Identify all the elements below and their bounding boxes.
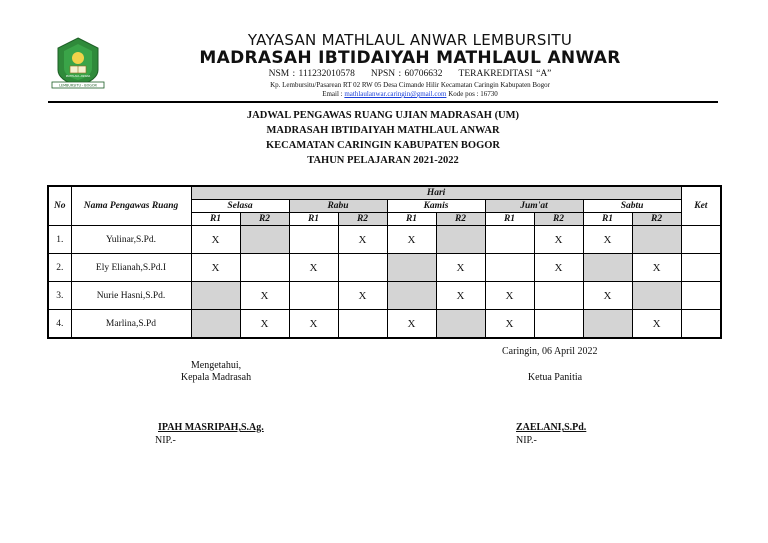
- mark-cell: X: [387, 310, 436, 339]
- postcode: Kode pos : 16730: [448, 90, 498, 98]
- mark-cell: [387, 282, 436, 310]
- mark-cell: X: [632, 254, 681, 282]
- mark-cell: X: [583, 226, 632, 254]
- table-row: [48, 282, 721, 310]
- mark-cell: [289, 282, 338, 310]
- mark-cell: [485, 254, 534, 282]
- table-row: [48, 226, 721, 254]
- contact-line: [110, 90, 710, 98]
- mark-cell: X: [534, 254, 583, 282]
- doc-title-4: TAHUN PELAJARAN 2021-2022: [307, 155, 459, 166]
- header-name: Nama Pengawas Ruang: [71, 186, 191, 226]
- logo-banner: LEMBURSITU - BOGOR: [59, 83, 97, 88]
- room-header: R2: [240, 213, 289, 226]
- room-header: R1: [387, 213, 436, 226]
- table-row: [48, 254, 721, 282]
- room-header: R2: [436, 213, 485, 226]
- schedule-table: [47, 185, 722, 339]
- row-ket: [681, 310, 721, 339]
- room-header: R2: [632, 213, 681, 226]
- row-ket: [681, 282, 721, 310]
- mark-cell: X: [583, 282, 632, 310]
- doc-title-1: JADWAL PENGAWAS RUANG UJIAN MADRASAH (UM): [246, 110, 520, 121]
- accreditation: TERAKREDITASI “A”: [458, 69, 552, 79]
- mark-cell: [240, 254, 289, 282]
- doc-title-2: MADRASAH IBTIDAIYAH MATHLAUL ANWAR: [266, 125, 500, 136]
- room-header: R2: [534, 213, 583, 226]
- mark-cell: [191, 310, 240, 339]
- day-header: Sabtu: [583, 200, 681, 213]
- header-divider: [48, 101, 718, 103]
- mark-cell: [632, 226, 681, 254]
- mark-cell: X: [534, 226, 583, 254]
- right-signatory: ZAELANI,S.Pd.: [516, 422, 587, 433]
- mark-cell: [485, 226, 534, 254]
- right-nip: NIP.-: [516, 435, 537, 446]
- school-name: MADRASAH IBTIDAIYAH MATHLAUL ANWAR: [199, 48, 621, 68]
- row-name: Yulinar,S.Pd.: [71, 226, 191, 254]
- nsm: NSM : 111232010578: [268, 69, 355, 79]
- npsn: NPSN : 60706632: [370, 69, 443, 79]
- mark-cell: [583, 254, 632, 282]
- row-no: 1.: [48, 226, 71, 254]
- mark-cell: X: [191, 254, 240, 282]
- row-name: Nurie Hasni,S.Pd.: [71, 282, 191, 310]
- mark-cell: X: [338, 226, 387, 254]
- row-no: 4.: [48, 310, 71, 339]
- header-no: No: [48, 186, 71, 226]
- mark-cell: X: [387, 226, 436, 254]
- mark-cell: [338, 254, 387, 282]
- day-header: Jum'at: [485, 200, 583, 213]
- right-role: Ketua Panitia: [527, 372, 583, 383]
- left-nip: NIP.-: [155, 435, 176, 446]
- mark-cell: [387, 254, 436, 282]
- room-header: R1: [485, 213, 534, 226]
- room-header: R2: [338, 213, 387, 226]
- email-link[interactable]: mathlaulanwar.caringin@gmail.com: [344, 90, 447, 98]
- mark-cell: X: [240, 310, 289, 339]
- mark-cell: [534, 282, 583, 310]
- mark-cell: [583, 310, 632, 339]
- row-name: Marlina,S.Pd: [71, 310, 191, 339]
- mark-cell: X: [485, 310, 534, 339]
- row-name: Ely Elianah,S.Pd.I: [71, 254, 191, 282]
- day-header: Selasa: [191, 200, 289, 213]
- mark-cell: [240, 226, 289, 254]
- left-signatory: IPAH MASRIPAH,S.Ag.: [158, 422, 264, 433]
- left-role: Kepala Madrasah: [180, 372, 252, 383]
- mark-cell: [436, 226, 485, 254]
- school-ids: [110, 69, 710, 79]
- mark-cell: X: [289, 254, 338, 282]
- doc-title-3: KECAMATAN CARINGIN KABUPATEN BOGOR: [265, 140, 501, 151]
- row-no: 3.: [48, 282, 71, 310]
- row-no: 2.: [48, 254, 71, 282]
- mark-cell: X: [191, 226, 240, 254]
- day-header: Kamis: [387, 200, 485, 213]
- mark-cell: X: [240, 282, 289, 310]
- foundation-name: YAYASAN MATHLAUL ANWAR LEMBURSITU: [247, 31, 573, 49]
- mark-cell: X: [289, 310, 338, 339]
- mark-cell: X: [436, 282, 485, 310]
- row-ket: [681, 254, 721, 282]
- header-ket: Ket: [681, 186, 721, 226]
- place-date: Caringin, 06 April 2022: [502, 346, 598, 357]
- day-header: Rabu: [289, 200, 387, 213]
- acknowledged-label: Mengetahui,: [190, 360, 242, 371]
- room-header: R1: [191, 213, 240, 226]
- mark-cell: X: [485, 282, 534, 310]
- mark-cell: [632, 282, 681, 310]
- row-ket: [681, 226, 721, 254]
- email-label: Email :: [322, 90, 343, 98]
- mark-cell: [289, 226, 338, 254]
- mark-cell: X: [632, 310, 681, 339]
- table-row: [48, 310, 721, 339]
- mark-cell: [436, 310, 485, 339]
- mark-cell: X: [338, 282, 387, 310]
- school-address: Kp. Lembursitu/Pasarean RT 02 RW 05 Desa Cimande Hilir Kecamatan Caringin Kabupaten Bogor: [270, 81, 550, 89]
- header-hari: Hari: [191, 186, 681, 200]
- room-header: R1: [289, 213, 338, 226]
- room-header: R1: [583, 213, 632, 226]
- mark-cell: [338, 310, 387, 339]
- logo-text: MATHLAUL ANWAR: [65, 75, 91, 78]
- mark-cell: [191, 282, 240, 310]
- school-emblem-icon: [48, 36, 108, 92]
- mark-cell: [534, 310, 583, 339]
- mark-cell: X: [436, 254, 485, 282]
